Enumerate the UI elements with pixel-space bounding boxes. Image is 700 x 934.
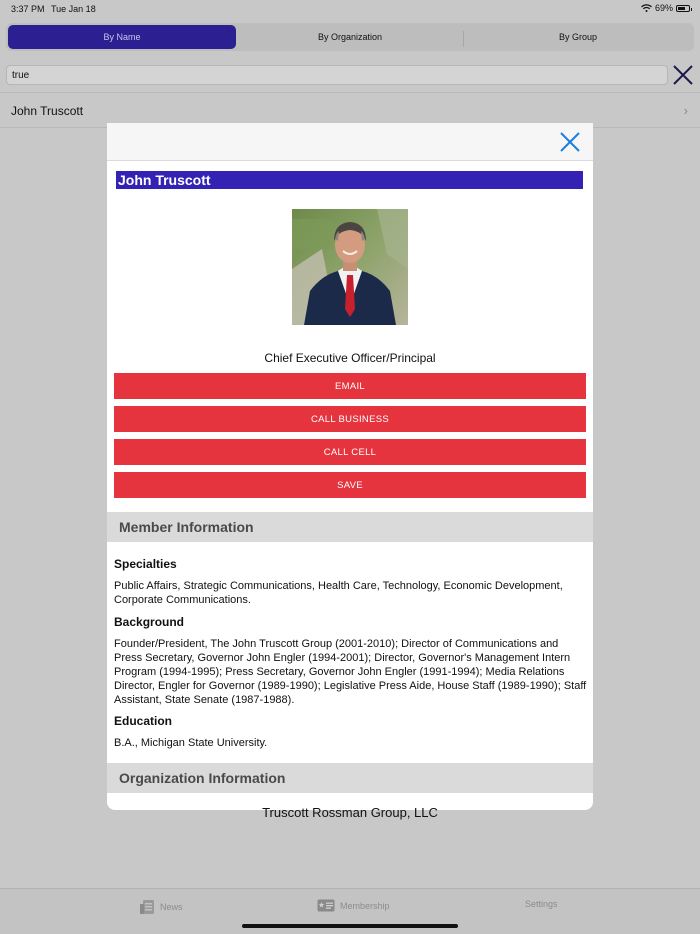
member-title: Chief Executive Officer/Principal [264, 351, 436, 365]
wifi-icon [641, 4, 652, 12]
call-business-button[interactable]: CALL BUSINESS [114, 406, 586, 432]
member-information-header: Member Information [107, 512, 593, 542]
result-name: John Truscott [11, 104, 84, 118]
clear-search-icon[interactable] [672, 64, 694, 86]
save-contact-button[interactable]: SAVE [114, 472, 586, 498]
tab-news-label: News [160, 902, 183, 912]
battery-percent: 69% [654, 3, 673, 13]
call-cell-button[interactable]: CALL CELL [114, 439, 586, 465]
battery-icon [676, 5, 690, 12]
home-indicator [242, 924, 458, 928]
chevron-right-icon: › [683, 103, 688, 118]
background-text: Founder/President, The John Truscott Group (2001-2010); Director of Communications and Press Secretary, Governor John Engler (1994-2001); Director, Governor's Management Intern Program (1994-1995); Press Secretary, Governor John Engler (1991-1994); Media Relations Director, Engler for Governor (1989-1990); Legislative Press Aide, House Staff (1989-1990); Staff Assistant, State Senate (1987-1988). [114, 638, 587, 706]
news-icon [139, 899, 155, 915]
search-row [0, 62, 700, 88]
search-mode-segmented-control [6, 23, 694, 51]
education-heading: Education [114, 714, 173, 728]
specialties-text: Public Affairs, Strategic Communications, Health Care, Technology, Economic Development, Corporate Communications. [114, 580, 563, 606]
modal-header [107, 123, 593, 161]
education-text: B.A., Michigan State University. [114, 737, 268, 749]
tab-settings-label: Settings [525, 899, 558, 909]
portrait-image [292, 209, 408, 325]
search-input[interactable] [6, 65, 668, 85]
specialties-heading: Specialties [114, 557, 177, 571]
tab-membership-label: Membership [340, 900, 390, 911]
segment-by-name[interactable]: By Name [8, 25, 236, 49]
status-bar [0, 0, 700, 18]
status-date: Tue Jan 18 [51, 4, 96, 14]
segment-by-organization[interactable]: By Organization [236, 25, 464, 49]
tab-settings[interactable] [525, 899, 558, 909]
member-card-icon [317, 899, 335, 912]
tab-news[interactable] [139, 899, 183, 915]
close-icon[interactable] [559, 131, 581, 153]
organization-name: Truscott Rossman Group, LLC [262, 805, 438, 820]
status-indicators [641, 3, 690, 13]
segment-by-group[interactable]: By Group [558, 32, 598, 42]
background-heading: Background [114, 615, 185, 629]
member-name: John Truscott [116, 171, 583, 189]
tab-membership[interactable] [317, 899, 390, 912]
status-time: 3:37 PM [11, 4, 45, 14]
member-photo [292, 209, 408, 325]
member-detail-modal [107, 123, 593, 820]
organization-information-header: Organization Information [107, 763, 593, 793]
email-button[interactable]: EMAIL [114, 373, 586, 399]
